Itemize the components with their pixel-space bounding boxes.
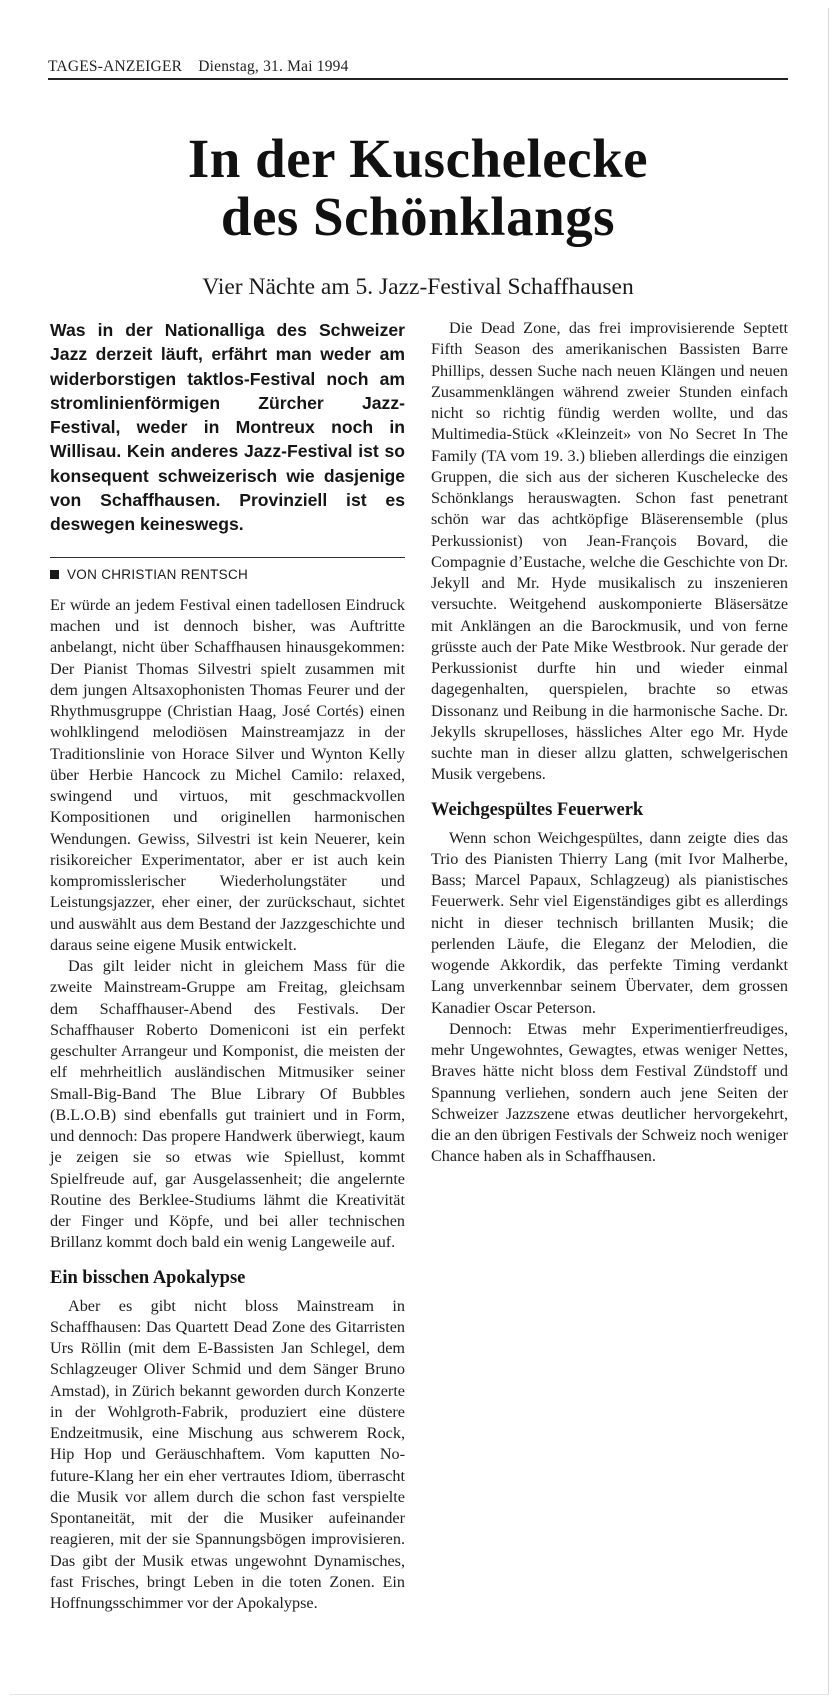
byline-square-icon bbox=[50, 570, 59, 579]
masthead-rule bbox=[48, 78, 788, 80]
paragraph-1: Er würde an jedem Festival einen tadellosen Eindruck machen und ist dennoch bisher, was Auftritte anbelangt, nicht über Schaffhausen hinausgekommen: Der Pianist Thomas Silvestri spielt zusammen mit dem jungen Altsaxophonisten Thomas Feurer und der Rhythmusgruppe (Christian Haag, José Cortés) einen wohlklingend melodiösen Mainstreamjazz in der Traditionslinie von Horace Silver und Wynton Kelly über Herbie Hancock zu Michel Camilo: relaxed, swingend und virtuos, mit geschmackvollen Kompositionen und originellen harmonischen Wendungen. Gewiss, Silvestri ist kein Neuerer, kein risikoreicher Experimentator, aber er ist auch kein kompromisslerischer Wiederholungstäter und Leistungsjazzer, eher einer, der zurückschaut, sichtet und auswählt aus dem Bestand der Jazzgeschichte und daraus seine eigene Musik entwickelt. bbox=[50, 595, 405, 954]
byline bbox=[50, 557, 405, 585]
article-lead: Was in der Nationalliga des Schweizer Jazz derzeit läuft, erfährt man weder am widerborstigen taktlos-Festival noch am stromlinienförmigen Zürcher Jazz-Festival, weder in Montreux noch in Willisau. Kein anderes Jazz-Festival ist so konsequent schweizerisch wie dasjenige von Schaffhausen. Provinziell ist es deswegen keineswegs. bbox=[50, 320, 405, 535]
section-heading-feuerwerk: Weichgespültes Feuerwerk bbox=[431, 799, 644, 820]
issue-date: Dienstag, 31. Mai 1994 bbox=[198, 58, 349, 75]
paragraph-5: Wenn schon Weichgespültes, dann zeigte dies das Trio des Pianisten Thierry Lang (mit Ivor Malherbe, Bass; Marcel Papaux, Schlagzeug) als pianistisches Feuerwerk. Sehr viel Eigenständiges gibt es allerdings nicht in dieser technisch brillanten Musik; die perlenden Läufe, die Eleganz der Melodien, die wogende Akkordik, das perfekte Timing verdankt Lang unverkennbar seinem Übervater, dem grossen Kanadier Oscar Peterson. bbox=[431, 828, 788, 1017]
masthead bbox=[48, 58, 788, 76]
paragraph-4: Die Dead Zone, das frei improvisierende Septett Fifth Season des amerikanischen Bassisten Barre Phillips, dessen Suche nach neuen Klängen und neuen Zusammenklängen während zweier Stunden einfach nicht so richtig fündig werden wollte, und das Multimedia-Stück «Kleinzeit» von No Secret In The Family (TA vom 19. 3.) blieben allerdings die einzigen Gruppen, die sich aus der sicheren Kuschelecke des Schönklangs herauswagten. Schon fast penetrant schön war das achtköpfige Bläserensemble (plus Perkussionist) von Jean-François Bovard, die Compagnie d’Eustache, welche die Geschichte von Dr. Jekyll and Mr. Hyde musikalisch zu inszenieren versuchte. Weitgehend auskomponierte Bläsersätze mit Anklängen an die Barockmusik, und von ferne grüsste auch der Pate Mike Westbrook. Nur gerade der Perkussionist durfte hin und wieder einmal dagegenhalten, querspielen, brachte so etwas Dissonanz und Reibung in die harmonische Sache. Dr. Jekylls skrupelloses, hässliches Alter ego Mr. Hyde suchte man in dieser allzu glatten, schwelgerischen Musik vergebens. bbox=[431, 319, 788, 784]
headline-line-2: des Schönklangs bbox=[220, 186, 616, 247]
article-subheadline: Vier Nächte am 5. Jazz-Festival Schaffhausen bbox=[202, 274, 634, 300]
headline-line-1: In der Kuschelecke bbox=[187, 128, 649, 189]
section-heading-apokalypse: Ein bisschen Apokalypse bbox=[50, 1267, 246, 1288]
article-headline bbox=[48, 130, 788, 246]
paragraph-2: Das gilt leider nicht in gleichem Mass für die zweite Mainstream-Gruppe am Freitag, gleichsam dem Schaffhauser-Abend des Festivals. Der Schaffhauser Roberto Domeniconi ist ein perfekt geschulter Arrangeur und Komponist, die meisten der elf mehrheitlich ausländischen Mitmusiker seiner Small-Big-Band The Blue Library Of Bubbles (B.L.O.B) sind ebenfalls gut trainiert und in Form, und dennoch: Das propere Handwerk überwiegt, kaum je zeigen sie so etwas wie Spiellust, kommt Spielfreude auf, gar Ausgelassenheit; die angelernte Routine des Berklee-Studiums lähmt die Kreativität der Finger und Köpfe, und bei aller technischen Brillanz kommt doch bald ein wenig Langeweile auf. bbox=[50, 957, 405, 1252]
paragraph-3: Aber es gibt nicht bloss Mainstream in Schaffhausen: Das Quartett Dead Zone des Gitarristen Urs Röllin (mit dem E-Bassisten Jan Schlegel, dem Schlagzeuger Oliver Schmid und dem Sänger Bruno Amstad), in Zürich bekannt geworden durch Konzerte in der Wohlgroth-Fabrik, produziert eine düstere Endzeitmusik, eine Mischung aus schwerem Rock, Hip Hop und Geräuschhaftem. Vom kaputten No-future-Klang her ein eher vertrautes Idiom, überrascht die Musik vor allem durch die schon fast verspielte Spontaneität, mit der die Musiker aufeinander reagieren, mit der sie Spannungsbögen improvisieren. Das gibt der Musik etwas ungewohnt Dynamisches, fast Frisches, bringt Leben in die toten Zonen. Ein Hoffnungsschimmer vor der Apokalypse. bbox=[50, 1296, 405, 1613]
paragraph-6: Dennoch: Etwas mehr Experimentierfreudiges, mehr Ungewohntes, Gewagtes, etwas weniger Nettes, Braves hätte nicht bloss dem Festival Zündstoff und Spannung verliehen, sondern auch jene Seiten der Schweizer Jazzszene etwas deutlicher hervorgekehrt, die an den übrigen Festivals der Schweiz noch weniger Chance haben als in Schaffhausen. bbox=[431, 1019, 788, 1166]
newspaper-name: TAGES-ANZEIGER bbox=[48, 58, 183, 75]
byline-author: VON CHRISTIAN RENTSCH bbox=[67, 566, 249, 582]
column-left bbox=[50, 318, 405, 1614]
column-right bbox=[431, 318, 788, 1168]
